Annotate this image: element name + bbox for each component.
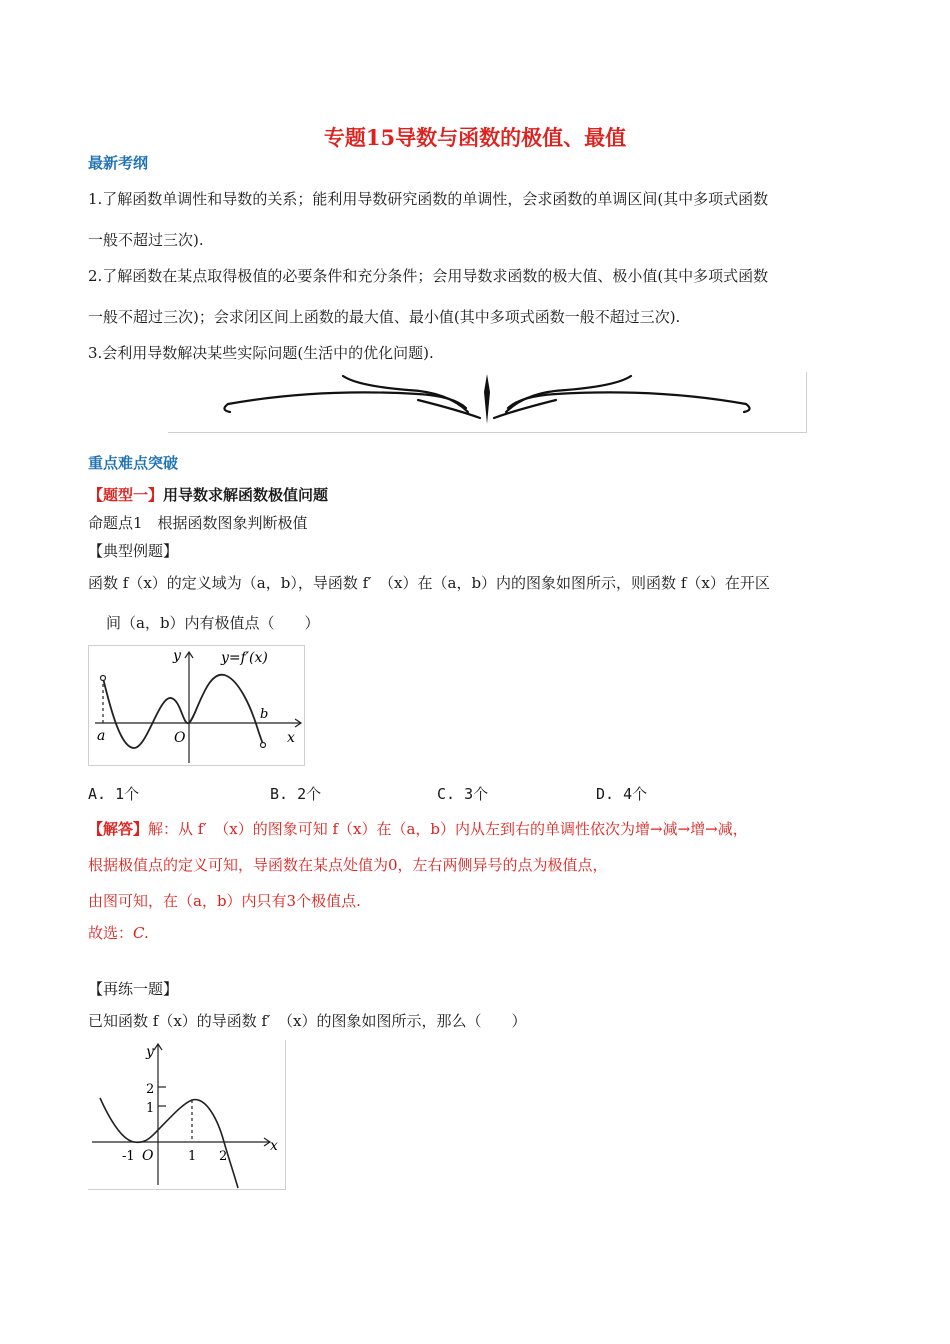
- derivative-graph-2: [88, 1040, 285, 1189]
- point-label-b: b: [260, 707, 269, 722]
- tick-label-y-1: 1: [146, 1101, 155, 1116]
- tick-label-x-1: 1: [188, 1149, 197, 1164]
- answer-text-1: 解：从 f′ （x）的图象可知 f（x）在（a，b）内从左到右的单调性依次为增→减→增→减，: [148, 820, 748, 838]
- decorative-divider: [168, 372, 807, 433]
- syllabus-item-2-line-1: 2.了解函数在某点取得极值的必要条件和充分条件；会用导数求函数的极大值、极小值(其中多项式函数: [88, 267, 769, 285]
- axis-label-y: y: [173, 648, 181, 664]
- question-type-heading: [88, 484, 328, 505]
- syllabus-item-2-line-2: 一般不超过三次)；会求闭区间上函数的最大值、最小值(其中多项式函数一般不超过三次).: [88, 308, 681, 326]
- section-heading-syllabus: 最新考纲: [88, 154, 149, 172]
- choice-d: D. 4个: [596, 785, 648, 803]
- derivative-graph-figure-1: [88, 645, 305, 766]
- derivative-graph-figure-2: [88, 1040, 286, 1190]
- answer-prefix: 故选：: [88, 924, 134, 942]
- origin-label: O: [142, 1148, 154, 1164]
- answer-line-1: [88, 818, 748, 839]
- open-endpoint-b: [261, 743, 266, 748]
- tick-label-x-2: 2: [219, 1149, 228, 1164]
- page-title: 专题15导数与函数的极值、最值: [323, 125, 627, 150]
- answer-line-2: 根据极值点的定义可知，导函数在某点处值为0，左右两侧异号的点为极值点，: [88, 856, 608, 874]
- open-endpoint-a: [101, 676, 106, 681]
- syllabus-item-3: 3.会利用导数解决某些实际问题(生活中的优化问题).: [88, 344, 434, 362]
- axis-label-x: x: [270, 1138, 278, 1154]
- answer-line-4: [88, 922, 149, 943]
- syllabus-item-1-line-2: 一般不超过三次).: [88, 231, 204, 249]
- syllabus-item-1-line-1: 1.了解函数单调性和导数的关系；能利用导数研究函数的单调性，会求函数的单调区间(其中多项式函数: [88, 190, 769, 208]
- choice-b: B. 2个: [270, 785, 322, 803]
- question-line-2: 间（a，b）内有极值点（ ）: [106, 614, 320, 632]
- practice-tag: 【再练一题】: [88, 980, 179, 998]
- answer-tag: 【解答】: [88, 820, 149, 838]
- axis-label-y: y: [146, 1044, 154, 1060]
- derivative-curve: [100, 1098, 238, 1188]
- question-line-1: 函数 f（x）的定义域为（a，b），导函数 f′ （x）在（a，b）内的图象如图所示，则函数 f（x）在开区: [88, 574, 770, 592]
- example-tag: 【典型例题】: [88, 542, 179, 560]
- section-heading-key-points: 重点难点突破: [88, 454, 179, 472]
- question-type-title: 用导数求解函数极值问题: [163, 486, 329, 504]
- point-label-a: a: [97, 728, 106, 744]
- tick-label-y-2: 2: [146, 1082, 155, 1097]
- practice-question: 已知函数 f（x）的导函数 f′ （x）的图象如图所示，那么（ ）: [88, 1012, 527, 1030]
- scroll-ornament-icon: [168, 372, 806, 432]
- answer-choice: C.: [133, 924, 149, 942]
- axis-label-x: x: [287, 730, 295, 746]
- proposition-point: 命题点1 根据函数图象判断极值: [88, 514, 308, 532]
- function-label: y=f′(x): [221, 650, 268, 666]
- choice-a: A. 1个: [88, 785, 140, 803]
- choice-c: C. 3个: [437, 785, 489, 803]
- answer-line-3: 由图可知，在（a，b）内只有3个极值点.: [88, 892, 361, 910]
- origin-label: O: [174, 730, 186, 746]
- derivative-graph-1: [89, 646, 304, 765]
- tick-label-x-neg1: -1: [122, 1149, 135, 1164]
- question-type-tag: 【题型一】: [88, 486, 164, 504]
